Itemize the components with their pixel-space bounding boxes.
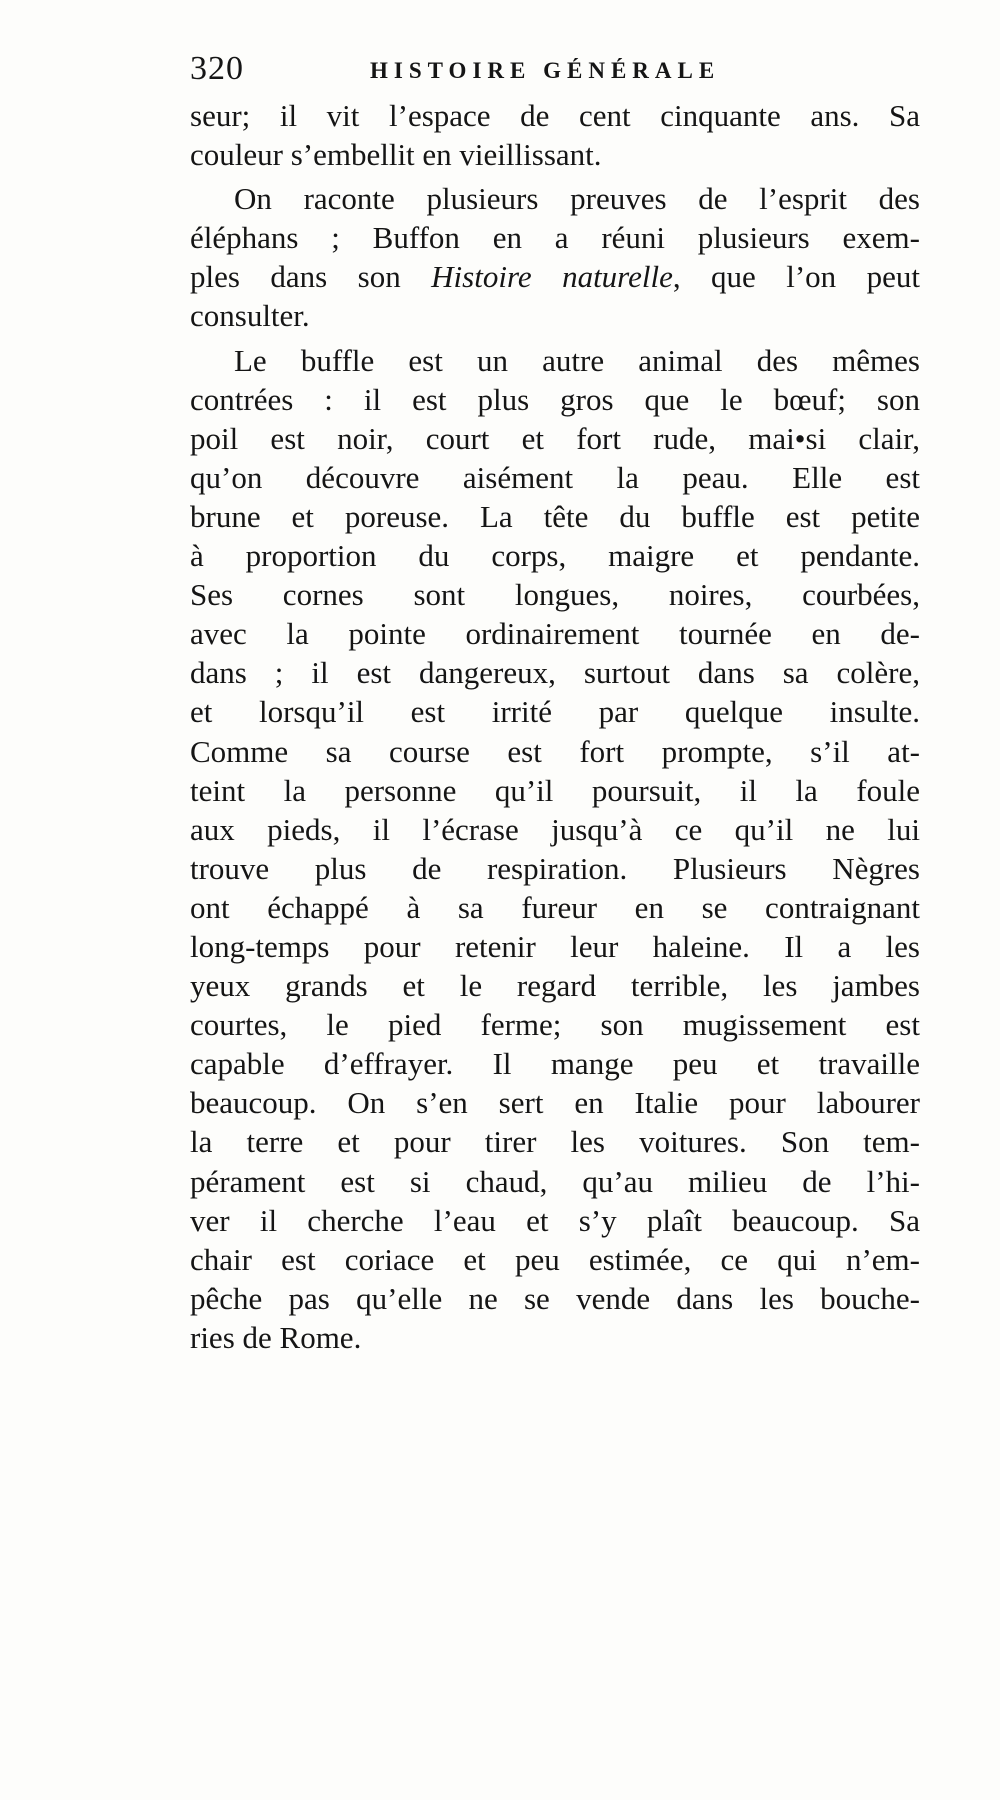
- page-number: 320: [190, 50, 244, 87]
- text-line: la terre et pour tirer les voitures. Son tem-: [190, 1124, 920, 1160]
- text-line: dans ; il est dangereux, surtout dans sa colère,: [190, 655, 920, 691]
- text-line: trouve plus de respiration. Plusieurs Nègres: [190, 850, 920, 886]
- text-line: pêche pas qu’elle ne se vende dans les bouche-: [190, 1280, 920, 1316]
- text-line: brune et poreuse. La tête du buffle est petite: [190, 498, 920, 534]
- text-line: Comme sa course est fort prompte, s’il at-: [190, 733, 920, 769]
- text-line-with-italic: [190, 257, 920, 296]
- text-line: éléphans ; Buffon en a réuni plusieurs exem-: [190, 220, 920, 256]
- text-line: yeux grands et le regard terrible, les jambes: [190, 968, 920, 1004]
- text-line: ries de Rome.: [190, 1319, 362, 1355]
- text-line: capable d’effrayer. Il mange peu et travaille: [190, 1046, 920, 1082]
- text-line: beaucoup. On s’en sert en Italie pour labourer: [190, 1085, 920, 1121]
- text-line: ver il cherche l’eau et s’y plaît beaucoup. Sa: [190, 1202, 920, 1238]
- text-line: consulter.: [190, 298, 310, 334]
- body-text: [190, 96, 920, 1357]
- text-line: poil est noir, court et fort rude, mai•si clair,: [190, 420, 920, 456]
- text-line: et lorsqu’il est irrité par quelque insulte.: [190, 694, 920, 730]
- text-line: contrées : il est plus gros que le bœuf; son: [190, 381, 920, 417]
- running-title: HISTOIRE GÉNÉRALE: [370, 58, 721, 83]
- text-line: pérament est si chaud, qu’au milieu de l’hi-: [190, 1163, 920, 1199]
- text-line: Ses cornes sont longues, noires, courbées,: [190, 577, 920, 613]
- text-line: couleur s’embellit en vieillissant.: [190, 137, 602, 173]
- text-line: à proportion du corps, maigre et pendante.: [190, 538, 920, 574]
- text-line: chair est coriace et peu estimée, ce qui n’em-: [190, 1241, 920, 1277]
- text-line: qu’on découvre aisément la peau. Elle est: [190, 459, 920, 495]
- text-line: seur; il vit l’espace de cent cinquante ans. Sa: [190, 98, 920, 133]
- text-line: avec la pointe ordinairement tournée en de-: [190, 616, 920, 652]
- text-line: ont échappé à sa fureur en se contraignant: [190, 889, 920, 925]
- text-line: long-temps pour retenir leur haleine. Il a les: [190, 928, 920, 964]
- page-header: [190, 42, 930, 92]
- book-title-italic: Histoire naturelle: [431, 259, 673, 295]
- text-line: aux pieds, il l’écrase jusqu’à ce qu’il ne lui: [190, 811, 920, 847]
- text-line: On raconte plusieurs preuves de l’esprit des: [234, 181, 920, 217]
- text-line: courtes, le pied ferme; son mugissement est: [190, 1007, 920, 1043]
- text-line: teint la personne qu’il poursuit, il la foule: [190, 772, 920, 808]
- text-line: Le buffle est un autre animal des mêmes: [234, 342, 920, 378]
- text-segment: , que l’on peut: [672, 259, 920, 295]
- text-segment: ples dans son: [190, 259, 432, 295]
